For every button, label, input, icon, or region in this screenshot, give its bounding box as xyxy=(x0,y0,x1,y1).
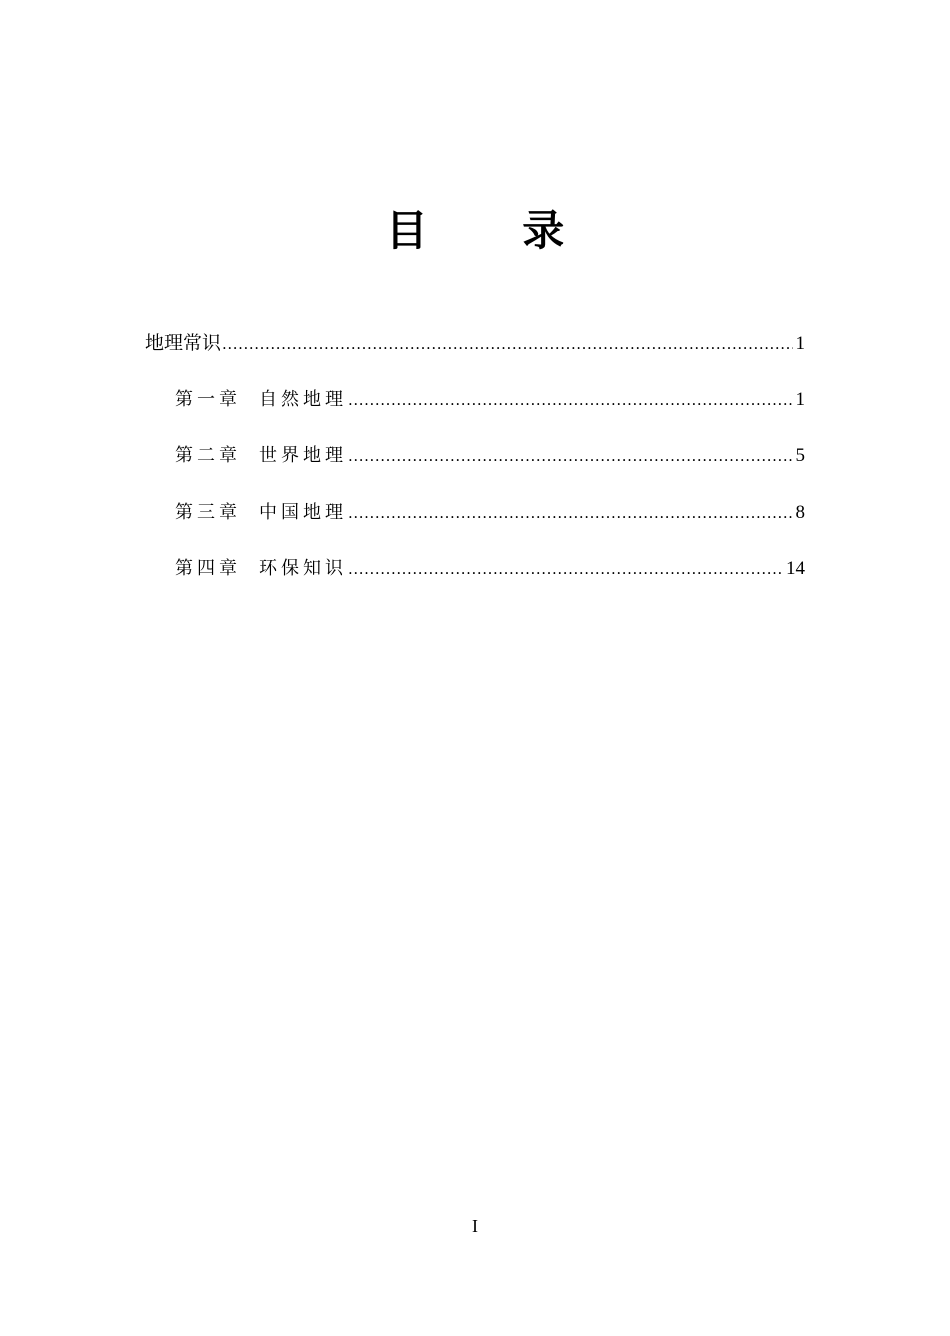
toc-page-ref: 14 xyxy=(786,558,805,579)
page-number: I xyxy=(472,1216,478,1236)
toc-entry-chapter-3[interactable] xyxy=(145,497,805,554)
dot-leader xyxy=(348,497,793,529)
toc-entry-title: 中国地理 xyxy=(259,501,347,523)
toc-chapter-number: 第一章 xyxy=(175,388,241,410)
toc-entry-label xyxy=(175,384,347,416)
toc-entry-title: 自然地理 xyxy=(259,388,347,410)
toc-list xyxy=(145,327,805,610)
toc-entry-title: 世界地理 xyxy=(259,445,347,466)
dot-leader xyxy=(348,553,783,585)
toc-entry-title: 环保知识 xyxy=(259,558,347,579)
toc-entry-label xyxy=(175,553,347,585)
toc-chapter-number: 第二章 xyxy=(175,445,241,466)
toc-page-ref: 1 xyxy=(795,388,805,410)
dot-leader xyxy=(348,384,793,416)
toc-page-ref: 5 xyxy=(795,445,805,466)
toc-entry-chapter-4[interactable] xyxy=(145,553,805,610)
toc-page-ref: 1 xyxy=(795,333,805,354)
toc-chapter-number: 第三章 xyxy=(175,501,241,523)
toc-entry-label xyxy=(175,497,347,529)
toc-entry-chapter-2[interactable] xyxy=(145,440,805,497)
dot-leader xyxy=(222,328,792,360)
toc-chapter-number: 第四章 xyxy=(175,558,241,579)
toc-title: 目 录 xyxy=(385,206,605,255)
toc-page-ref: 8 xyxy=(795,501,805,523)
toc-entry-section[interactable] xyxy=(145,327,805,384)
toc-entry-chapter-1[interactable] xyxy=(145,384,805,441)
dot-leader xyxy=(348,440,793,472)
toc-entry-title: 地理常识 xyxy=(145,332,222,354)
toc-entry-label xyxy=(175,440,347,472)
